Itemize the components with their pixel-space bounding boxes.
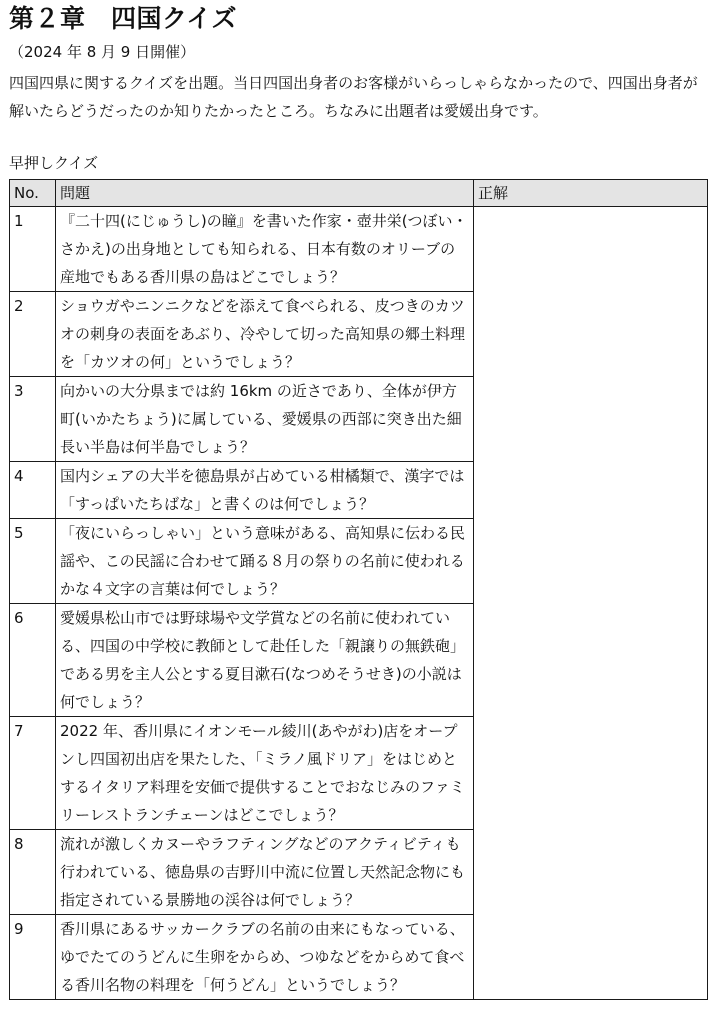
question-text: 流れが激しくカヌーやラフティングなどのアクティビティも行われている、徳島県の吉野川中流に位置し天然記念物にも指定されている景勝地の渓谷は何でしょう？: [56, 830, 474, 915]
question-number: 5: [10, 519, 56, 604]
table-header-row: [10, 180, 708, 207]
question-text: 「夜にいらっしゃい」という意味がある、高知県に伝わる民謡や、この民謡に合わせて踊る８月の祭りの名前に使われるかな４文字の言葉は何でしょう？: [56, 519, 474, 604]
header-question: 問題: [56, 180, 474, 207]
question-number: 2: [10, 292, 56, 377]
table-row: [10, 207, 708, 292]
question-text: 国内シェアの大半を徳島県が占めている柑橘類で、漢字では「すっぱいたちばな」と書くのは何でしょう？: [56, 462, 474, 519]
question-text: 向かいの大分県までは約 16km の近さであり、全体が伊方町(いかたちょう)に属している、愛媛県の西部に突き出た細長い半島は何半島でしょう？: [56, 377, 474, 462]
question-text: 『二十四(にじゅうし)の瞳』を書いた作家・壺井栄(つぼい・さかえ)の出身地としても知られる、日本有数のオリーブの産地でもある香川県の島はどこでしょう？: [56, 207, 474, 292]
question-number: 4: [10, 462, 56, 519]
chapter-title: 第２章 四国クイズ: [9, 4, 238, 33]
question-number: 6: [10, 604, 56, 717]
header-number: No.: [10, 180, 56, 207]
section-title: 早押しクイズ: [9, 154, 99, 172]
question-text: ショウガやニンニクなどを添えて食べられる、皮つきのカツオの刺身の表面をあぶり、冷やして切った高知県の郷土料理を「カツオの何」というでしょう？: [56, 292, 474, 377]
question-number: 1: [10, 207, 56, 292]
quiz-table: [9, 179, 708, 1000]
answer-cell[interactable]: [474, 207, 708, 1000]
intro-paragraph: 四国四県に関するクイズを出題。当日四国出身者のお客様がいらっしゃらなかったので、四国出身者が解いたらどうだったのか知りたかったところ。ちなみに出題者は愛媛出身です。: [9, 74, 698, 120]
header-answer: 正解: [474, 180, 708, 207]
question-text: 香川県にあるサッカークラブの名前の由来にもなっている、ゆでたてのうどんに生卵をからめ、つゆなどをからめて食べる香川名物の料理を「何うどん」というでしょう？: [56, 915, 474, 1000]
question-number: 8: [10, 830, 56, 915]
question-number: 7: [10, 717, 56, 830]
question-number: 9: [10, 915, 56, 1000]
question-text: 愛媛県松山市では野球場や文学賞などの名前に使われている、四国の中学校に教師として赴任した「親譲りの無鉄砲」である男を主人公とする夏目漱石(なつめそうせき)の小説は何でしょう？: [56, 604, 474, 717]
question-text: 2022 年、香川県にイオンモール綾川(あやがわ)店をオープンし四国初出店を果たした、「ミラノ風ドリア」をはじめとするイタリア料理を安価で提供することでおなじみのファミリーレストランチェーンはどこでしょう？: [56, 717, 474, 830]
event-date: （2024 年 8 月 9 日開催）: [9, 43, 196, 61]
question-number: 3: [10, 377, 56, 462]
